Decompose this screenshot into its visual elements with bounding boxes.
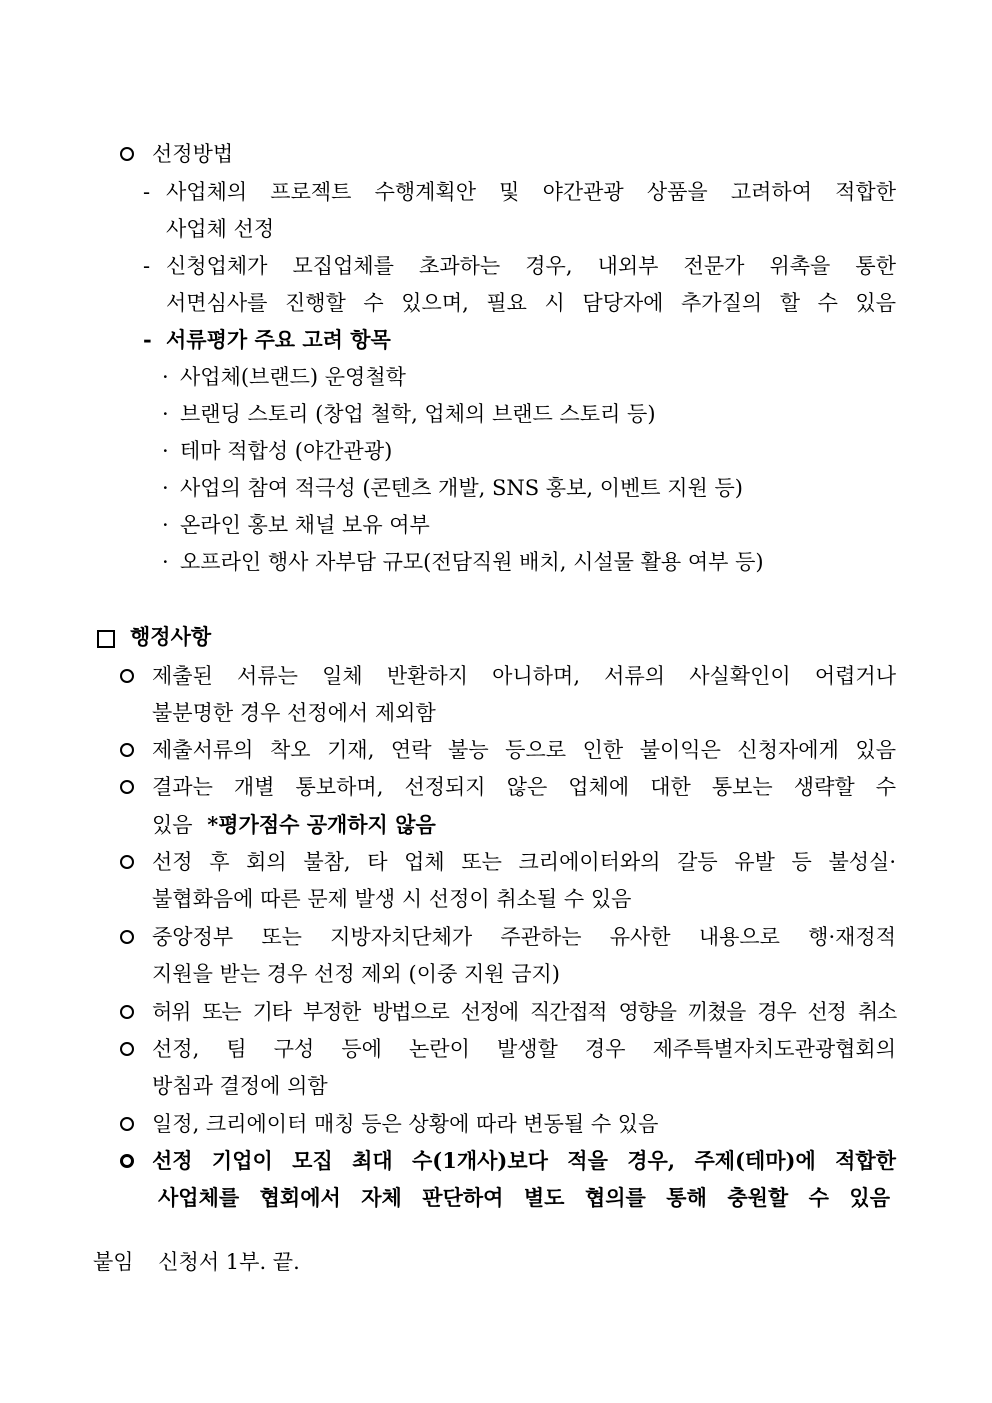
admin-item-3-line-2 bbox=[152, 810, 436, 840]
dash-bullet: - bbox=[143, 254, 151, 278]
circle-bullet-icon bbox=[120, 1005, 134, 1019]
circle-bullet-icon bbox=[120, 669, 134, 683]
circle-bullet-icon bbox=[120, 1117, 134, 1131]
selection-item-1-line-2: 사업체 선정 bbox=[166, 217, 275, 241]
dash-bullet: - bbox=[143, 180, 151, 204]
admin-item-1-line-1: 제출된 서류는 일체 반환하지 아니하며, 서류의 사실확인이 어렵거나 bbox=[152, 664, 896, 688]
admin-item-4-line-2: 불협화음에 따른 문제 발생 시 선정이 취소될 수 있음 bbox=[152, 887, 632, 911]
section-heading-selection-method: 선정방법 bbox=[152, 142, 234, 166]
admin-item-7-line-1: 선정, 팀 구성 등에 논란이 발생할 경우 제주특별자치도관광협회의 bbox=[152, 1037, 896, 1061]
criteria-item: 테마 적합성 (야간관광) bbox=[180, 439, 393, 463]
criteria-item: 오프라인 행사 자부담 규모(전담직원 배치, 시설물 활용 여부 등) bbox=[180, 550, 764, 574]
attachment-label: 붙임 bbox=[93, 1250, 134, 1274]
selection-item-2-line-2: 서면심사를 진행할 수 있으며, 필요 시 담당자에 추가질의 할 수 있음 bbox=[166, 291, 896, 315]
section-heading-admin: 행정사항 bbox=[130, 624, 212, 649]
dash-bullet: - bbox=[143, 327, 152, 352]
score-disclosure-note: *평가점수 공개하지 않음 bbox=[207, 812, 436, 837]
admin-item-4-line-1: 선정 후 회의 불참, 타 업체 또는 크리에이터와의 갈등 유발 등 불성실· bbox=[152, 850, 896, 874]
middot-bullet: · bbox=[162, 402, 169, 426]
criteria-heading: 서류평가 주요 고려 항목 bbox=[166, 327, 391, 352]
admin-item-5-line-2: 지원을 받는 경우 선정 제외 (이중 지원 금지) bbox=[152, 962, 560, 986]
criteria-item: 사업의 참여 적극성 (콘텐츠 개발, SNS 홍보, 이벤트 지원 등) bbox=[180, 476, 743, 500]
circle-bullet-icon bbox=[120, 1154, 134, 1168]
checkbox-square-icon bbox=[97, 630, 115, 648]
circle-bullet-icon bbox=[120, 1042, 134, 1056]
circle-bullet-icon bbox=[120, 930, 134, 944]
admin-item-3-line-1: 결과는 개별 통보하며, 선정되지 않은 업체에 대한 통보는 생략할 수 bbox=[152, 775, 896, 799]
attachment-text: 신청서 1부. 끝. bbox=[158, 1250, 300, 1274]
criteria-item: 온라인 홍보 채널 보유 여부 bbox=[180, 513, 430, 537]
admin-item-1-line-2: 불분명한 경우 선정에서 제외함 bbox=[152, 701, 436, 725]
middot-bullet: · bbox=[162, 550, 169, 574]
admin-item-5-line-1: 중앙정부 또는 지방자치단체가 주관하는 유사한 내용으로 행·재정적 bbox=[152, 925, 896, 949]
admin-item-9-line-2: 사업체를 협회에서 자체 판단하여 별도 협의를 통해 충원할 수 있음 bbox=[158, 1185, 890, 1210]
criteria-item: 사업체(브랜드) 운영철학 bbox=[180, 365, 406, 389]
circle-bullet-icon bbox=[120, 147, 134, 161]
middot-bullet: · bbox=[162, 513, 169, 537]
attachment-line bbox=[93, 1247, 300, 1277]
criteria-item: 브랜딩 스토리 (창업 철학, 업체의 브랜드 스토리 등) bbox=[180, 402, 656, 426]
admin-item-3-line-2-text: 있음 bbox=[152, 813, 193, 837]
middot-bullet: · bbox=[162, 439, 169, 463]
selection-item-1-line-1: 사업체의 프로젝트 수행계획안 및 야간관광 상품을 고려하여 적합한 bbox=[166, 180, 896, 204]
selection-item-2-line-1: 신청업체가 모집업체를 초과하는 경우, 내외부 전문가 위촉을 통한 bbox=[166, 254, 896, 278]
middot-bullet: · bbox=[162, 476, 169, 500]
admin-item-6-line-1: 허위 또는 기타 부정한 방법으로 선정에 직간접적 영향을 끼쳤을 경우 선정 취소 bbox=[152, 1000, 896, 1024]
admin-item-7-line-2: 방침과 결정에 의함 bbox=[152, 1074, 328, 1098]
circle-bullet-icon bbox=[120, 743, 134, 757]
admin-item-9-line-1: 선정 기업이 모집 최대 수(1개사)보다 적을 경우, 주제(테마)에 적합한 bbox=[152, 1148, 896, 1173]
admin-item-2-line-1: 제출서류의 착오 기재, 연락 불능 등으로 인한 불이익은 신청자에게 있음 bbox=[152, 738, 896, 762]
circle-bullet-icon bbox=[120, 780, 134, 794]
middot-bullet: · bbox=[162, 365, 169, 389]
admin-item-8-line-1: 일정, 크리에이터 매칭 등은 상황에 따라 변동될 수 있음 bbox=[152, 1112, 659, 1136]
circle-bullet-icon bbox=[120, 855, 134, 869]
